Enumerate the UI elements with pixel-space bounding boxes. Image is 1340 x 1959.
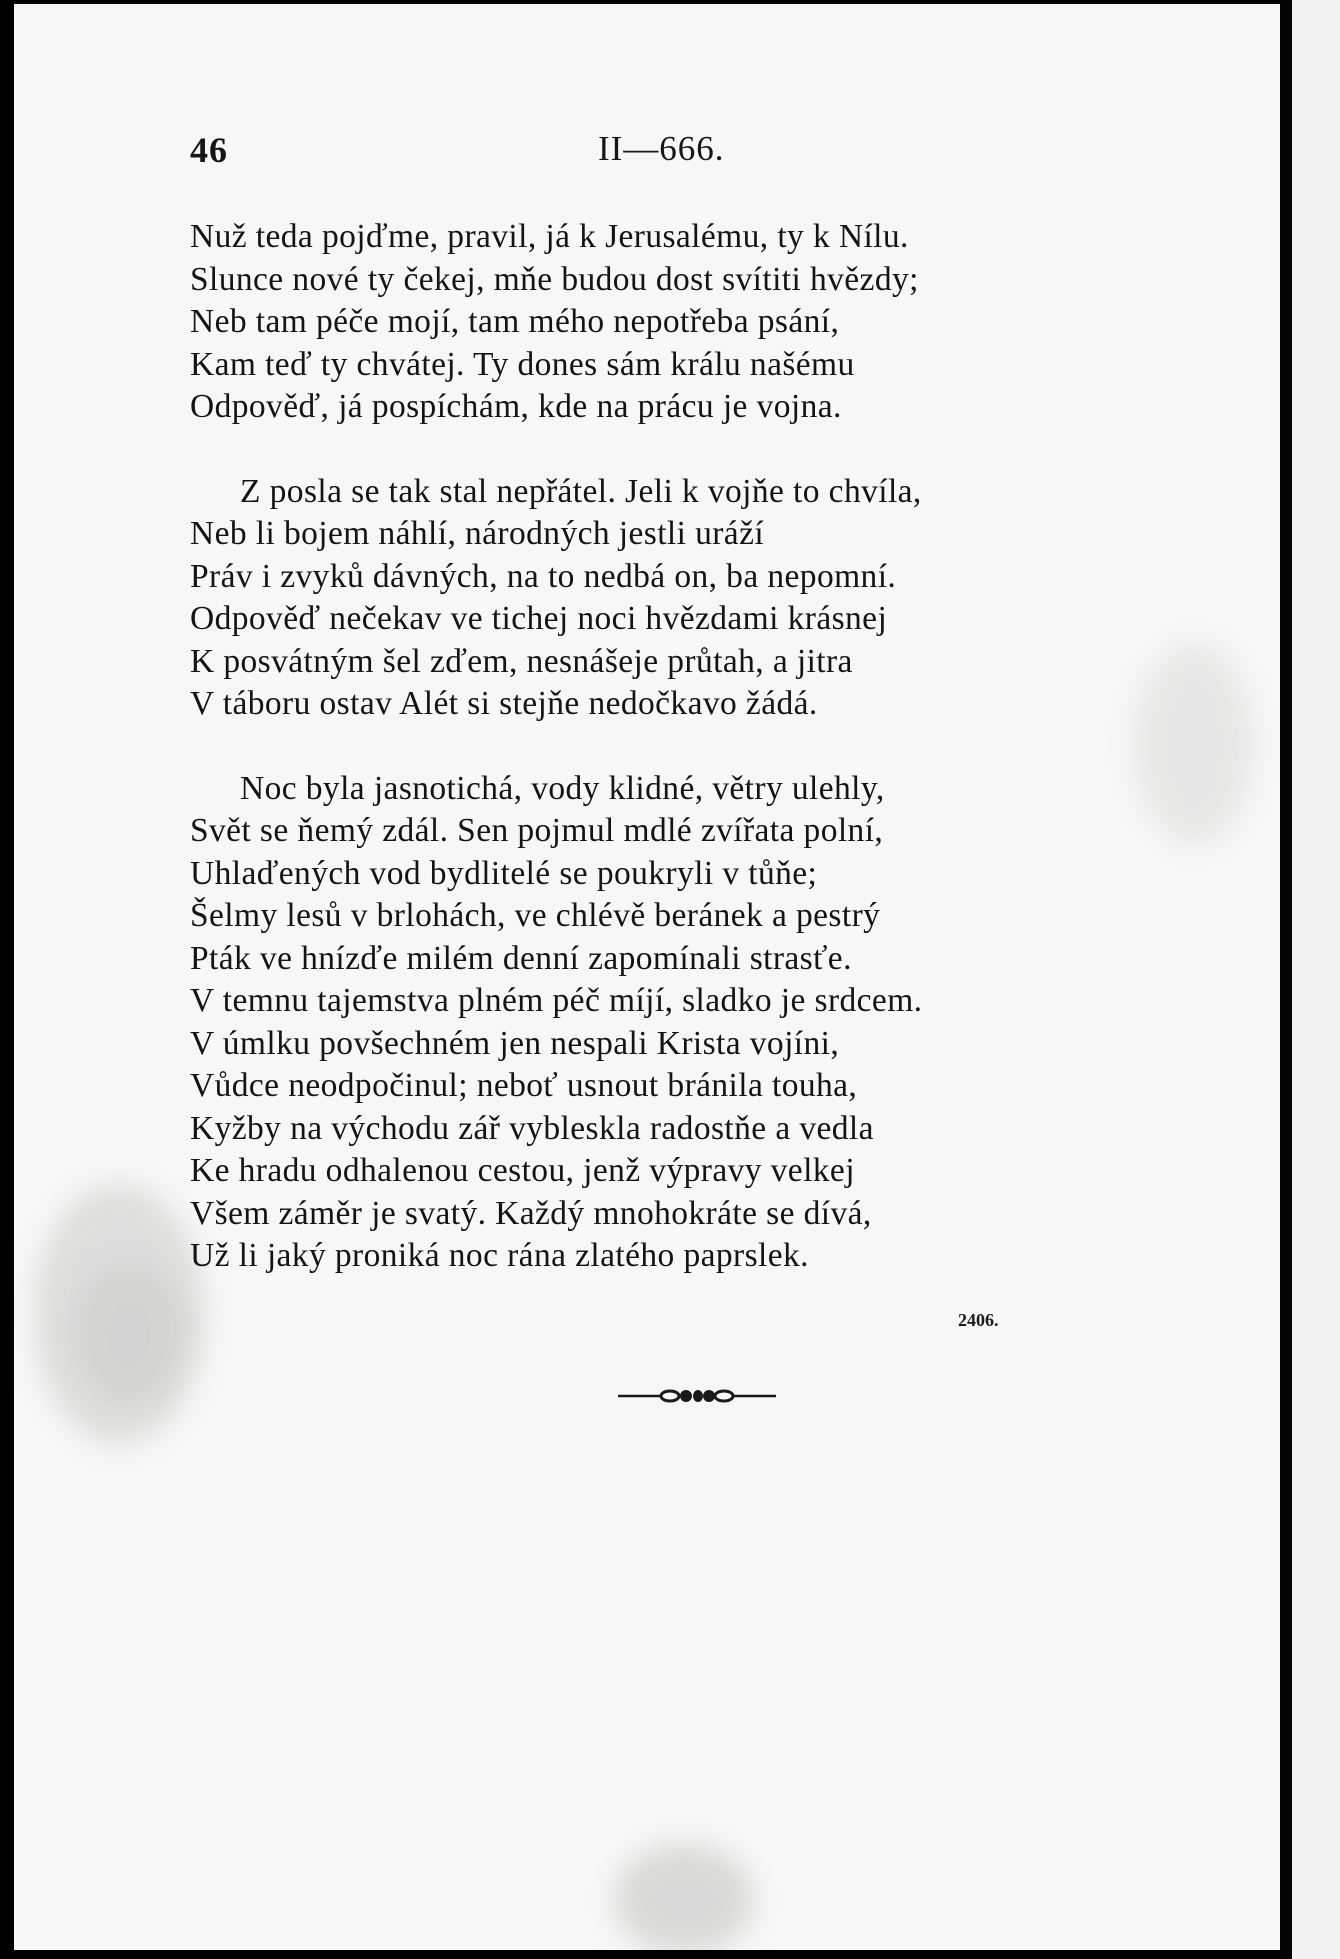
verse-line: V úmlku povšechném jen nespali Krista vojíni,	[190, 1024, 840, 1062]
running-head	[14, 129, 1280, 179]
verse-line: V temnu tajemstva plném péč míjí, sladko je srdcem.	[190, 982, 923, 1019]
facing-page-edge	[1292, 0, 1340, 1959]
poem-text	[190, 216, 1190, 1320]
verse-line: Všem záměr je svatý. Každý mnohokráte se dívá,	[190, 1194, 872, 1232]
verse-line: Odpověď, já pospíchám, kde na prácu je vojna.	[190, 388, 842, 425]
verse-line: Už li jaký proniká noc rána zlatého paprslek.	[190, 1237, 809, 1274]
verse-line: Neb li bojem náhlí, národných jestli uráží	[190, 515, 765, 552]
verse-line: Nuž teda pojďme, pravil, já k Jerusalému, ty k Nílu.	[190, 218, 909, 255]
paper-stain	[614, 1844, 754, 1950]
verse-line: Z posla se tak stal nepřátel. Jeli k vojňe to chvíla,	[240, 472, 922, 510]
binding-shadow	[1280, 0, 1292, 1959]
verse-line: V táboru ostav Alét si stejňe nedočkavo žádá.	[190, 685, 818, 722]
verse-line: Slunce nové ty čekej, mňe budou dost svítiti hvězdy;	[190, 260, 919, 298]
running-head-title: II—666.	[598, 129, 725, 168]
verse-line: Práv i zvyků dávných, na to nedbá on, ba nepomní.	[190, 557, 897, 595]
stanza	[190, 768, 1190, 1278]
verse-line: Kyžby na východu zář vybleskla radostňe a vedla	[190, 1109, 874, 1147]
paper-stain	[74, 1264, 184, 1404]
verse-line-number: 2406.	[958, 1310, 999, 1330]
stanza	[190, 471, 1190, 726]
verse-line: K posvátným šel zďem, nesnášeje průtah, a jitra	[190, 642, 853, 680]
verse-line: Odpověď nečekav ve tichej noci hvězdami krásnej	[190, 600, 888, 637]
verse-line: Šelmy lesů v brlohách, ve chlévě beránek a pestrý	[190, 897, 881, 934]
book-page	[14, 4, 1280, 1950]
page-number: 46	[190, 130, 228, 170]
end-ornament-icon	[618, 1384, 776, 1408]
verse-line: Vůdce neodpočinul; neboť usnout bránila touha,	[190, 1067, 858, 1104]
verse-line: Neb tam péče mojí, tam mého nepotřeba psání,	[190, 303, 840, 340]
verse-line: Svět se ňemý zdál. Sen pojmul mdlé zvířata polní,	[190, 812, 884, 849]
verse-line: Uhlaďených vod bydlitelé se poukryli v tůňe;	[190, 854, 818, 892]
stanza	[190, 216, 1190, 429]
verse-line: Pták ve hnízďe milém denní zapomínali strasťe.	[190, 939, 852, 977]
verse-line: Kam teď ty chvátej. Ty dones sám králu našému	[190, 345, 855, 383]
verse-line: Noc byla jasnotichá, vody klidné, větry ulehly,	[240, 769, 885, 807]
verse-line: Ke hradu odhalenou cestou, jenž výpravy velkej	[190, 1152, 855, 1189]
